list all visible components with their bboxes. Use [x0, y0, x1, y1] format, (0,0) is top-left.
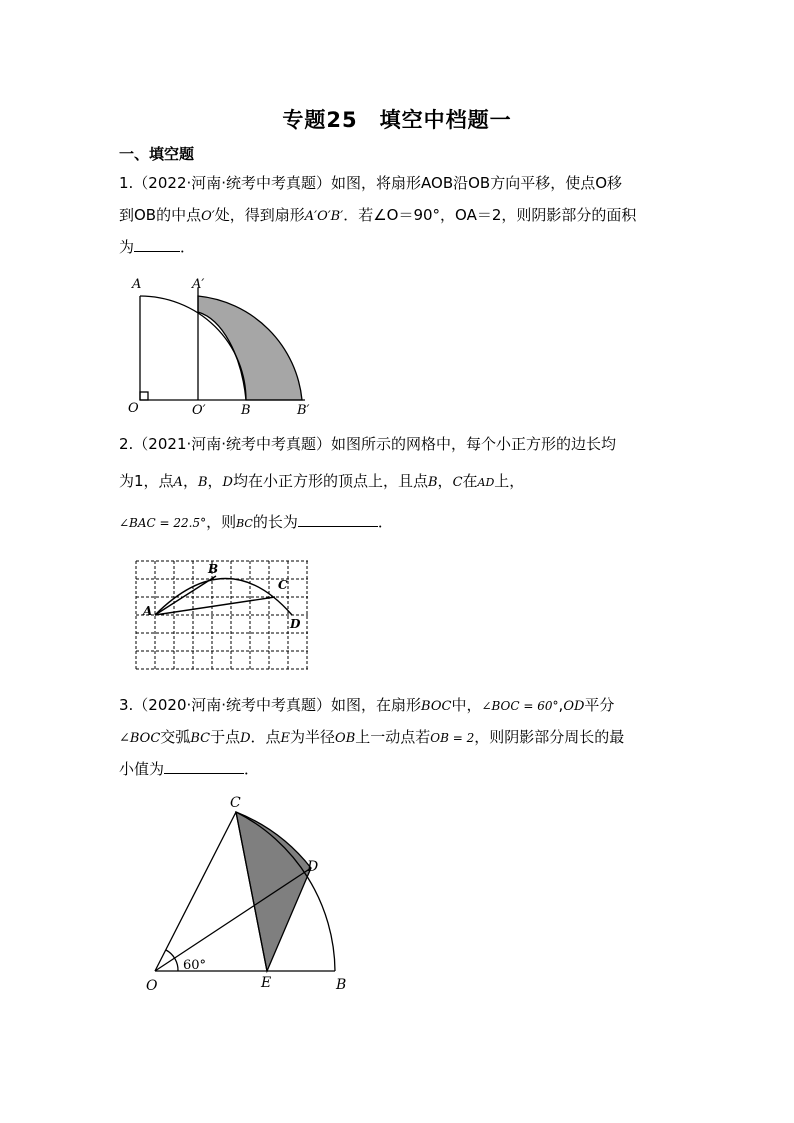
q1-text: ．	[180, 238, 196, 256]
q3-line-2	[119, 727, 624, 749]
q1-label-o: O	[128, 401, 139, 416]
q2-line-3	[119, 512, 393, 534]
q3-shaded-region	[236, 812, 311, 971]
q2-figure	[130, 556, 315, 674]
q3-text: 平分	[584, 696, 615, 714]
q3-line-3	[119, 759, 259, 779]
q2-point-a: A	[173, 475, 183, 490]
q3-figure	[140, 790, 360, 1000]
q3-text: 于点	[210, 728, 241, 746]
page-title: 专题25 填空中档题一	[282, 108, 512, 132]
q2-text: 上，	[494, 472, 525, 490]
q1-label-a-prime: A′	[192, 277, 205, 292]
q3-angle: ∠BOC = 60°	[481, 699, 559, 713]
q3-text: ，则阴影部分周长的最	[474, 728, 625, 746]
q2-label-c: C	[278, 578, 288, 592]
q2-line-1: 2.（2021·河南·统考中考真题）如图所示的网格中，每个小正方形的边长均	[119, 435, 617, 453]
q3-label-c: C	[230, 795, 241, 811]
q2-text: ，	[182, 472, 198, 490]
q1-line-1: 1.（2022·河南·统考中考真题）如图，将扇形AOB沿OB方向平移，使点O移	[119, 174, 623, 192]
q1-shaded-region	[198, 296, 302, 400]
section-heading: 一、填空题	[119, 145, 195, 163]
q2-angle: ∠BAC = 22.5°	[119, 516, 207, 530]
q2-line-2	[119, 471, 524, 493]
q1-sector-name: A′O′B′	[304, 209, 344, 224]
q2-text: 为1，点	[119, 472, 174, 490]
q1-answer-blank[interactable]	[134, 237, 180, 252]
q1-label-o-prime: O′	[192, 403, 206, 418]
q2-point-d: D	[222, 475, 233, 490]
q2-text: ，则	[206, 513, 237, 531]
q2-arc-ad: AD	[477, 476, 495, 489]
q3-text: 小值为	[119, 760, 165, 778]
q2-label-a: A	[143, 604, 153, 618]
q3-text: 上一动点若	[355, 728, 431, 746]
q3-text: 交弧	[160, 728, 191, 746]
q2-point-b: B	[197, 475, 208, 490]
q3-label-b: B	[336, 977, 347, 993]
q2-answer-blank[interactable]	[298, 512, 378, 527]
q3-text: ．	[244, 760, 260, 778]
q3-text: ,	[558, 696, 564, 714]
q1-text: 处，得到扇形	[214, 206, 305, 224]
q3-arc-bc: BC	[190, 731, 211, 746]
q1-label-a: A	[132, 277, 142, 292]
q3-text: ．点	[250, 728, 281, 746]
q3-point-d: D	[240, 731, 251, 746]
q3-angle-boc: ∠BOC	[119, 731, 161, 746]
q1-label-b-prime: B′	[297, 403, 310, 418]
q3-answer-blank[interactable]	[164, 759, 244, 774]
q2-text: ．	[377, 513, 393, 531]
q3-line-1	[119, 695, 614, 717]
q2-label-d: D	[290, 617, 301, 631]
q2-label-b: B	[208, 562, 219, 576]
q3-sector-boc: BOC	[421, 699, 452, 714]
q3-label-e: E	[261, 975, 272, 991]
q2-text: 在	[462, 472, 478, 490]
q2-text: ，	[437, 472, 453, 490]
q3-segment-od: OD	[563, 699, 585, 714]
q2-text: 均在小正方形的顶点上，且点	[232, 472, 428, 490]
q3-text: 3.（2020·河南·统考中考真题）如图，在扇形	[119, 696, 422, 714]
q3-angle-label: 60°	[183, 958, 207, 973]
q1-text: 到OB的中点	[119, 206, 202, 224]
q3-segment-ob: OB	[335, 731, 356, 746]
q1-point-o-prime: O′	[201, 209, 215, 224]
q3-point-e: E	[280, 731, 291, 746]
q3-label-o: O	[146, 978, 158, 994]
q1-figure	[110, 268, 330, 420]
q2-point-b: B	[427, 475, 438, 490]
q3-text: 中，	[451, 696, 482, 714]
q2-point-c: C	[452, 475, 463, 490]
q3-text: 为半径	[290, 728, 336, 746]
q3-ob-value: OB = 2	[430, 731, 475, 745]
q2-arc-bc: BC	[236, 517, 253, 530]
q1-line-2	[119, 205, 636, 227]
q1-line-3	[119, 237, 195, 257]
q1-text: 为	[119, 238, 135, 256]
q1-label-b: B	[241, 403, 251, 418]
q1-text: ．若∠O＝90°，OA＝2，则阴影部分的面积	[343, 206, 637, 224]
q2-text: 的长为	[252, 513, 298, 531]
q2-text: ，	[207, 472, 223, 490]
q3-label-d: D	[307, 859, 319, 875]
